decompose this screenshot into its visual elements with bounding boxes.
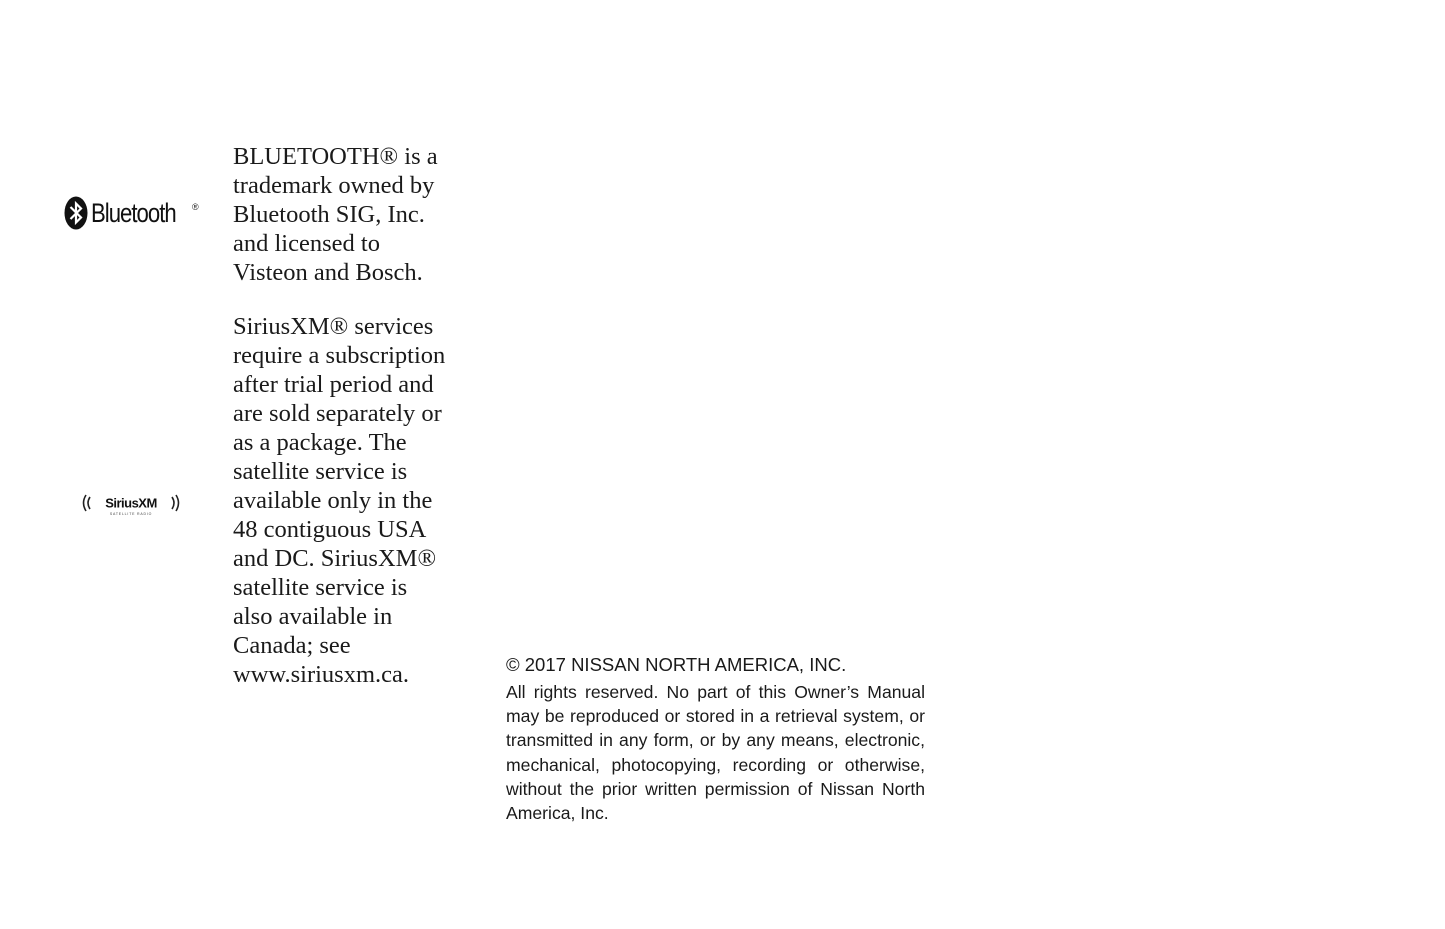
svg-text:SATELLITE RADIO: SATELLITE RADIO — [109, 512, 153, 516]
bluetooth-wordmark: Bluetooth — [91, 197, 176, 228]
copyright-heading: © 2017 NISSAN NORTH AMERICA, INC. — [506, 654, 847, 675]
registered-mark: ® — [192, 202, 199, 212]
copyright-notice: All rights reserved. No part of this Owner’s Manual may be reproduced or stored in a retrieval system, or transmitted in any form, or by any means, electronic, mechanical, photocopying, recording or otherwise, without the prior written permission of Nissan North America, Inc. — [506, 682, 925, 824]
bluetooth-trademark-paragraph: BLUETOOTH® is a trademark owned by Bluetooth SIG, Inc. and licensed to Visteon and Bosch. — [233, 143, 438, 286]
siriusxm-logo — [78, 488, 188, 518]
svg-text:SiriusXM: SiriusXM — [105, 495, 157, 511]
bluetooth-icon — [64, 196, 88, 230]
siriusxm-services-paragraph: SiriusXM® services require a subscription after trial period and are sold separately or as a package. The satellite service is available only in the 48 contiguous USA and DC. SiriusXM® satellite service is also available in Canada; see www.siriusxm.ca. — [233, 313, 446, 688]
bluetooth-logo — [64, 196, 199, 230]
